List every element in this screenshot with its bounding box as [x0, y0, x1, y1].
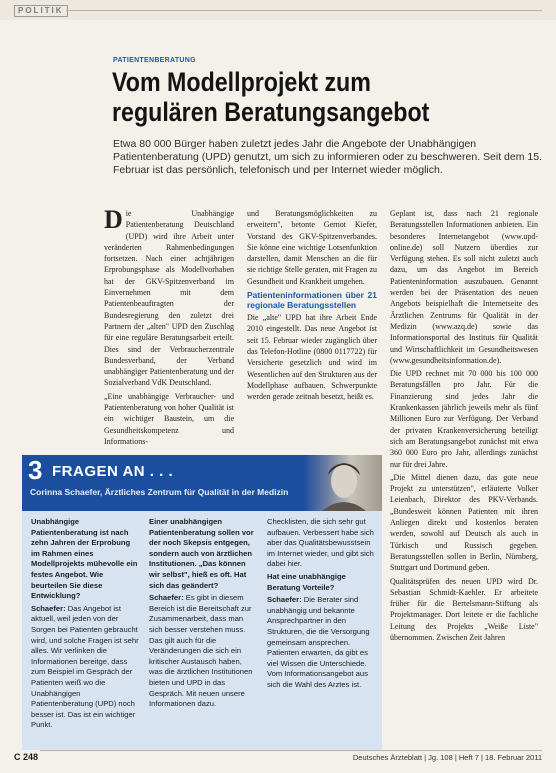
question-1: Unabhängige Patientenberatung ist nach zehn Jahren der Erprobung im Rahmen eines Modellprojekts mühevolle ein festes Angebot. Wie beurteilen Sie diese Entwicklung? [31, 517, 138, 601]
portrait-icon [304, 455, 382, 511]
col2-para-1: und Beratungsmöglichkeiten zu erweitern", betonte Gernot Kiefer, Vorstand des GKV-Spitzenverbandes. Sie könne eine wichtige Lotsenfunktion darstellen, damit Menschen an die für sie richtige Stelle geraten, mit Fragen zu Gesundheit und Krankheit umgehen. [247, 209, 377, 286]
interview-number: 3 [28, 455, 43, 485]
answer-2-continued: Checklisten, die sich sehr gut aufbauen. Verbessert habe sich aber das Qualitätsbewusstsein im Internet wieder, und gibt sich dabei hier. [267, 517, 374, 569]
article-column-2 [247, 208, 377, 404]
page-number: C 248 [14, 752, 39, 762]
question-3: Hat eine unabhängige Beratung Vorteile? [267, 571, 346, 592]
kicker: PATIENTENBERATUNG [113, 57, 196, 64]
article-column-3 [390, 208, 538, 645]
col3-para-2: Die UPD rechnet mit 70 000 bis 100 000 Beratungsfällen pro Jahr. Für die Finanzierung sind jedes Jahr die Krankenkassen jährlich jeweils mehr als fünf Millionen Euro zur Verfügung. Der Verband der privaten Krankenversicherung beteiligt sich am Beratungsangebot zunächst mit etwa 360 000 Euro pro Jahr, allerdings zunächst nur für drei Jahre. [390, 369, 538, 469]
interview-column-3 [267, 517, 375, 693]
answer-3: Schaefer: Die Berater sind unabhängig und bekannte Ansprechpartner in den Strukturen, die die Versorgung gemeinsam ansprechen. Patienten erwarten, da gibt es viel Wissen die Unterschiede. Vom Informationsangebot aus sich die Wahl des Arztes ist. [267, 595, 370, 689]
section-tag: POLITIK [14, 5, 68, 17]
col1-para-2: „Eine unabhängige Verbraucher- und Patientenberatung von hoher Qualität ist ein wichtiger Baustein, um die Gesundheitskompetenz und Informations- [104, 391, 234, 446]
interview-subtitle: Corinna Schaefer, Ärztliches Zentrum für Qualität in der Medizin [30, 487, 289, 497]
article-column-1 [104, 205, 234, 449]
drop-cap: D [104, 205, 123, 234]
col3-para-3: „Die Mittel dienen dazu, das gute neue Projekt zu unterstützen", erläuterte Volker Leienbach, Direktor des PKV-Verbands. „Bundesweit können Patienten mit ihren Anliegen direkt und kostenlos beraten werden, sowohl auf Deutsch als auch in Türkisch und Russisch gegeben. Beratungsstellen sollen in Berlin, Nürnberg, Stuttgart und Dortmund geben. [390, 472, 538, 573]
answer-1: Schaefer: Das Angebot ist aktuell, weil jeden von der Sorgen bei Patienten gebraucht wird, und solche Fragen ist sehr alles. Wir verlinken die Informationen bereitge, dass zum Beispiel im Gespräch der Patienten weiß wo die Unabhängigen Patientenberatung (UPD) noch besser ist. Das ist ein wichtiger Punkt. [31, 603, 139, 730]
headline: Vom Modellprojekt zum regulären Beratungsangebot [112, 67, 430, 127]
portrait-photo [304, 455, 382, 511]
interview-column-2 [149, 517, 257, 712]
bottom-rule [40, 750, 542, 751]
top-bar [0, 0, 556, 20]
question-2: Einer unabhängigen Patientenberatung sollen vor der noch Skepsis entgegen, sondern auch von ärztlichen Institutionen. „Das können wir selbst", hieß es oft. Hat sich das geändert? [149, 517, 254, 590]
col3-para-4: Qualitätsprüfen des neuen UPD wird Dr. Sebastian Schmidt-Kaehler. Er arbeitete früher für die Bertelsmann-Stiftung als Projektmanager. Dort leitete er die fachliche Leitung des Projekts „Weiße Liste" übernommen. Zwischen Zeit Jahren [390, 576, 538, 642]
interview-column-1 [31, 517, 139, 733]
interview-box [22, 455, 382, 750]
answer-2: Schaefer: Es gibt in diesem Bereich ist die Bereitschaft zur Zusammenarbeit, dass man sich besser verstehen muss. Das gilt auch für die Veränderungen die sich ein kritischer Austausch haben, was die ärztlichen Institutionen bieten und UPD in das Gespräch. Mit neuen unsere Informationen dazu. [149, 593, 253, 709]
journal-citation: Deutsches Ärzteblatt | Jg. 108 | Heft 7 | 18. Februar 2011 [352, 753, 542, 762]
col3-para-1: Geplant ist, dass nach 21 regionale Beratungsstellen Informationen anbieten. Ein besonderes Internetangebot (www.upd-online.de) soll Nutzern überdies zur Verfügung stehen. Es soll nicht zuletzt auch dazu, um das Angebot im Bereich Patienteninformation auszubauen. Genannt werden bei der Präsentation des neuen Angebots beispielhaft die Internetseite des Ärztlichen Zentrums für Qualität in der Medizin (www.azq.de) sowie das Informationsportal des Instituts für Qualität und Wirtschaftlichkeit im Gesundheitswesen (www.gesundheitsinformation.de). [390, 209, 538, 365]
interview-title: FRAGEN AN . . . [52, 463, 174, 480]
lead-paragraph: Etwa 80 000 Bürger haben zuletzt jedes Jahr die Angebote der Unabhängigen Patientenberatung (UPD) genutzt, um sich zu informieren oder zu beschweren. Seit dem 15. Februar ist das persönlich, telefonisch und per Internet wieder möglich. [113, 138, 542, 176]
col2-para-2: Die „alte" UPD hat ihre Arbeit Ende 2010 eingestellt. Das neue Angebot ist seit 15. Februar wieder zugänglich über das Telefon-Hotline (0800 0117722) für Versicherte gesetzlich und wird im Wesentlichen auf den Strukturen aus der Modellphase aufbauen. Schwerpunkte werden gerade zeitnah besetzt, heißt es. [247, 313, 377, 402]
top-rule [66, 10, 542, 11]
col1-para-1: Die Unabhängige Patientenberatung Deutschland (UPD) wird ihre Arbeit unter veränderten Rahmenbedingungen fortsetzen. Nach einer achtjährigen Erprobungsphase als Modellvorhaben hat der GKV-Spitzenverband im Einvernehmen mit dem Patientenbeauftragten der Bundesregierung den zuletzt drei Partnern der „alten" UPD den Zuschlag für eine reguläre Beratungsarbeit erteilt. Dies sind der Verbraucherzentrale Bundesverband, der Verband unabhängiger Patientenberatung und der Sozialverband VdK Deutschland. [104, 205, 234, 388]
interview-header [22, 455, 382, 511]
subheading: Patienteninformationen über 21 regionale Beratungsstellen [247, 290, 377, 311]
